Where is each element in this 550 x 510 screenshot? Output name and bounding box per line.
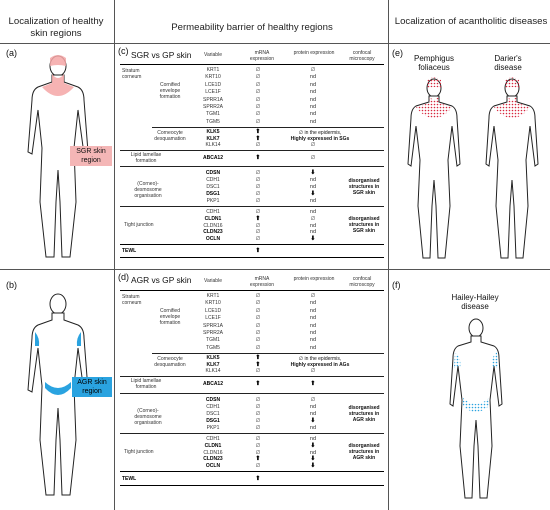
gene-label: CDSN — [205, 170, 221, 176]
mrna-value: ∅ — [255, 170, 261, 176]
mrna-value: ∅ — [255, 177, 261, 183]
protein-value: ∅ — [310, 142, 316, 149]
divider-right — [388, 0, 389, 510]
gene-label: KLK5 — [206, 129, 220, 135]
table-c-desq-note-1: ∅ in the epidermis, — [298, 130, 342, 136]
gene-label: SPRR2A — [202, 104, 223, 110]
table-d-tight-note: disorganised structures in AGR skin — [348, 443, 380, 461]
protein-value: nd — [309, 104, 317, 110]
gene-label: CLDN1 — [204, 215, 222, 222]
gene-label: DSC1 — [206, 411, 220, 417]
gene-label: KRT1 — [206, 67, 220, 73]
table-d-group-tight: Tight junction — [124, 449, 154, 455]
table-d-group-desmosome: (Corneo)- desmosome organisation — [134, 408, 162, 426]
mrna-value: ∅ — [255, 300, 261, 307]
gene-label: LCE1D — [204, 81, 222, 88]
gene-label: LCE1F — [205, 315, 221, 322]
protein-value: nd — [309, 425, 317, 431]
protein-value: ⬇ — [310, 441, 316, 449]
mrna-value: ∅ — [255, 236, 261, 243]
protein-value: ⬇ — [310, 455, 316, 463]
mrna-value: ⬆ — [255, 360, 261, 368]
protein-value: nd — [309, 209, 317, 215]
table-c-col-protein: protein expression — [293, 50, 335, 56]
table-d-title: AGR vs GP skin — [131, 275, 192, 285]
gene-label: TGM1 — [206, 111, 220, 118]
gene-label: SPRR1A — [202, 96, 223, 103]
panel-label-a: (a) — [6, 48, 17, 58]
mrna-value: ∅ — [255, 81, 261, 88]
protein-value: nd — [309, 177, 317, 183]
table-c-col-mrna: mRNA expression — [249, 50, 275, 62]
gene-label: CDH1 — [206, 177, 220, 183]
table-d-rule-1 — [152, 353, 384, 354]
pemphigus-label: Pemphigus foliaceus — [413, 54, 455, 72]
table-d-header-rule — [120, 290, 384, 291]
protein-value: ∅ — [310, 368, 316, 375]
table-c-group-lipid: Lipid lamellae formation — [130, 152, 162, 164]
gene-label: ABCA12 — [202, 155, 223, 161]
table-d-group-lipid: Lipid lamellae formation — [130, 378, 162, 390]
protein-value: nd — [309, 411, 317, 417]
table-d-desq-note-2: Highly expressed in AGs — [290, 362, 350, 368]
mrna-value: ∅ — [255, 315, 261, 322]
gene-label: KLK7 — [206, 135, 220, 142]
mrna-value: ∅ — [255, 337, 261, 344]
mrna-value: ∅ — [255, 463, 261, 470]
table-c-rule-1 — [152, 127, 384, 128]
gene-label: KLK14 — [205, 142, 221, 149]
gene-label: CDSN — [205, 397, 221, 403]
protein-value: nd — [309, 315, 317, 322]
protein-value: ⬇ — [310, 169, 316, 176]
mrna-value: ∅ — [255, 209, 261, 215]
table-d-col-variable: Variable — [204, 278, 222, 284]
panel-label-b: (b) — [6, 280, 17, 290]
protein-value: ⬇ — [310, 235, 316, 243]
divider-left — [114, 0, 115, 510]
left-column-header: Localization of healthy skin regions — [8, 16, 104, 39]
gene-label: CDH1 — [206, 209, 220, 215]
gene-label: KRT10 — [205, 300, 221, 307]
gene-label: OCLN — [205, 463, 221, 470]
table-d-group-cornified: Cornified envelope formation — [159, 308, 181, 326]
table-c-group-tewl: TEWL — [122, 248, 137, 254]
mrna-value: ∅ — [255, 111, 261, 118]
gene-label: SPRR2A — [202, 330, 223, 336]
gene-label: TGM5 — [206, 118, 220, 125]
table-c-group-tight: Tight junction — [124, 222, 154, 228]
gene-label: CLDN16 — [203, 222, 223, 229]
gene-label: PKP1 — [206, 425, 220, 431]
mrna-value: ⬆ — [255, 128, 261, 135]
table-d-group-tewl: TEWL — [122, 476, 137, 482]
gene-label: CLDN23 — [203, 229, 223, 236]
protein-value: nd — [309, 404, 317, 410]
mrna-value: ∅ — [255, 96, 261, 103]
mrna-value: ⬆ — [255, 134, 261, 142]
mrna-value: ∅ — [255, 411, 261, 417]
gene-label: KLK7 — [206, 361, 220, 368]
gene-label: ABCA12 — [202, 381, 223, 387]
hailey-figure — [426, 316, 526, 502]
darier-label: Darier's disease — [494, 54, 522, 72]
gene-label: DSC1 — [206, 184, 220, 190]
mrna-value: ∅ — [255, 229, 261, 236]
mrna-value: ∅ — [255, 442, 261, 449]
gene-label: CDH1 — [206, 436, 220, 442]
mrna-value: ⬆ — [255, 354, 261, 361]
protein-value: ⬆ — [310, 380, 316, 387]
protein-value: nd — [309, 436, 317, 442]
agr-region-tag: AGR skin region — [72, 377, 112, 397]
panel-label-f: (f) — [392, 280, 401, 290]
table-d-rule-2 — [120, 376, 384, 377]
mrna-value: ∅ — [255, 293, 261, 299]
protein-value: nd — [309, 89, 317, 96]
mrna-value: ∅ — [255, 222, 261, 229]
mrna-value: ∅ — [255, 322, 261, 329]
mrna-value: ∅ — [255, 184, 261, 190]
table-d-rule-3 — [120, 393, 384, 394]
protein-value: ∅ — [310, 67, 316, 73]
table-d-tewl-mrna: ⬆ — [255, 475, 261, 482]
mrna-value: ⬆ — [255, 380, 261, 387]
middle-column-header: Permeability barrier of healthy regions — [171, 22, 333, 33]
protein-value: ⬇ — [310, 190, 316, 197]
protein-value: nd — [309, 118, 317, 125]
gene-label: PKP1 — [206, 198, 220, 204]
acantholytic-figures — [400, 76, 550, 262]
mrna-value: ∅ — [255, 397, 261, 403]
table-c-tewl-mrna: ⬆ — [255, 247, 261, 254]
table-c-rule-2 — [120, 150, 384, 151]
gene-label: CLDN23 — [203, 456, 223, 463]
right-column-header: Localization of acantholitic diseases — [394, 16, 548, 27]
protein-value: ∅ — [310, 397, 316, 403]
gene-label: KRT10 — [205, 74, 221, 81]
gene-label: LCE1F — [205, 89, 221, 96]
protein-value: nd — [309, 300, 317, 307]
table-d-rule-4 — [120, 433, 384, 434]
protein-value: nd — [309, 96, 317, 103]
gene-label: DSG1 — [206, 191, 220, 197]
table-c-header-rule — [120, 64, 384, 65]
table-c-stratum: Stratum corneum — [122, 68, 142, 80]
protein-value: nd — [309, 449, 317, 456]
mrna-value: ∅ — [255, 368, 261, 375]
table-c-group-desmosome: (Corneo)- desmosome organisation — [134, 181, 162, 199]
mrna-value: ∅ — [255, 198, 261, 204]
gene-label: TGM5 — [206, 344, 220, 351]
protein-value: nd — [309, 330, 317, 336]
mrna-value: ⬆ — [255, 154, 261, 161]
table-c-tight-note: disorganised structures in SGR skin — [348, 216, 380, 234]
divider-middle — [0, 269, 550, 270]
gene-label: KLK5 — [206, 355, 220, 361]
gene-label: KRT1 — [206, 293, 220, 299]
protein-value: nd — [309, 322, 317, 329]
table-d-stratum: Stratum corneum — [122, 294, 142, 306]
protein-value: nd — [309, 229, 317, 236]
protein-value: nd — [309, 74, 317, 81]
gene-label: TGM1 — [206, 337, 220, 344]
panel-label-e: (e) — [392, 48, 403, 58]
panel-label-d: (d) — [118, 272, 129, 282]
mrna-value: ∅ — [255, 74, 261, 81]
protein-value: nd — [309, 337, 317, 344]
table-d-group-desquamation: Corneocyte desquamation — [154, 356, 186, 368]
panel-label-c: (c) — [118, 46, 129, 56]
mrna-value: ⬆ — [255, 455, 261, 463]
gene-label: KLK14 — [205, 368, 221, 375]
mrna-value: ∅ — [255, 67, 261, 73]
mrna-value: ∅ — [255, 449, 261, 456]
protein-value: nd — [309, 344, 317, 351]
mrna-value: ⬆ — [255, 214, 261, 222]
protein-value: nd — [309, 111, 317, 118]
protein-value: ⬇ — [310, 462, 316, 470]
table-d-rule-6 — [120, 485, 384, 486]
protein-value: ∅ — [310, 293, 316, 299]
protein-value: nd — [309, 198, 317, 204]
table-d-col-protein: protein expression — [293, 276, 335, 282]
table-c-rule-5 — [120, 244, 384, 245]
gene-label: SPRR1A — [202, 322, 223, 329]
mrna-value: ∅ — [255, 436, 261, 442]
table-c-title: SGR vs GP skin — [131, 50, 192, 60]
mrna-value: ∅ — [255, 344, 261, 351]
mrna-value: ∅ — [255, 118, 261, 125]
protein-value: nd — [309, 184, 317, 190]
table-c-rule-6 — [120, 257, 384, 258]
gene-label: LCE1D — [204, 307, 222, 314]
table-c-rule-4 — [120, 206, 384, 207]
mrna-value: ∅ — [255, 330, 261, 336]
gene-label: CLDN16 — [203, 449, 223, 456]
table-c-desmosome-note: disorganised structures in SGR skin — [348, 178, 380, 196]
mrna-value: ∅ — [255, 404, 261, 410]
table-c-col-variable: Variable — [204, 52, 222, 58]
mrna-value: ∅ — [255, 425, 261, 431]
gene-label: CLDN1 — [204, 442, 222, 449]
table-d-desmosome-note: disorganised structures in AGR skin — [348, 405, 380, 423]
hailey-label: Hailey-Hailey disease — [451, 293, 499, 311]
protein-value: ∅ — [310, 215, 316, 222]
protein-value: nd — [309, 222, 317, 229]
table-c-rule-3 — [120, 166, 384, 167]
table-c-col-confocal: confocal microscopy — [349, 50, 375, 62]
table-c-group-cornified: Cornified envelope formation — [159, 82, 181, 100]
mrna-value: ∅ — [255, 89, 261, 96]
table-d-rule-5 — [120, 471, 384, 472]
table-d-col-confocal: confocal microscopy — [349, 276, 375, 288]
protein-value: nd — [309, 307, 317, 314]
mrna-value: ∅ — [255, 142, 261, 149]
mrna-value: ∅ — [255, 307, 261, 314]
gene-label: DSG1 — [206, 418, 220, 424]
protein-value: ⬇ — [310, 417, 316, 424]
table-d-col-mrna: mRNA expression — [249, 276, 275, 288]
table-c-group-desquamation: Corneocyte desquamation — [154, 130, 186, 142]
sgr-region-tag: SGR skin region — [70, 146, 112, 166]
gene-label: OCLN — [205, 236, 221, 243]
table-d-desq-note-1: ∅ in the epidermis, — [298, 356, 342, 362]
table-c-desq-note-2: Highly expressed in SGs — [290, 136, 350, 142]
mrna-value: ∅ — [255, 191, 261, 197]
mrna-value: ∅ — [255, 418, 261, 424]
gene-label: CDH1 — [206, 404, 220, 410]
protein-value: ∅ — [310, 155, 316, 161]
divider-top — [0, 43, 550, 44]
mrna-value: ∅ — [255, 104, 261, 110]
protein-value: nd — [309, 81, 317, 88]
